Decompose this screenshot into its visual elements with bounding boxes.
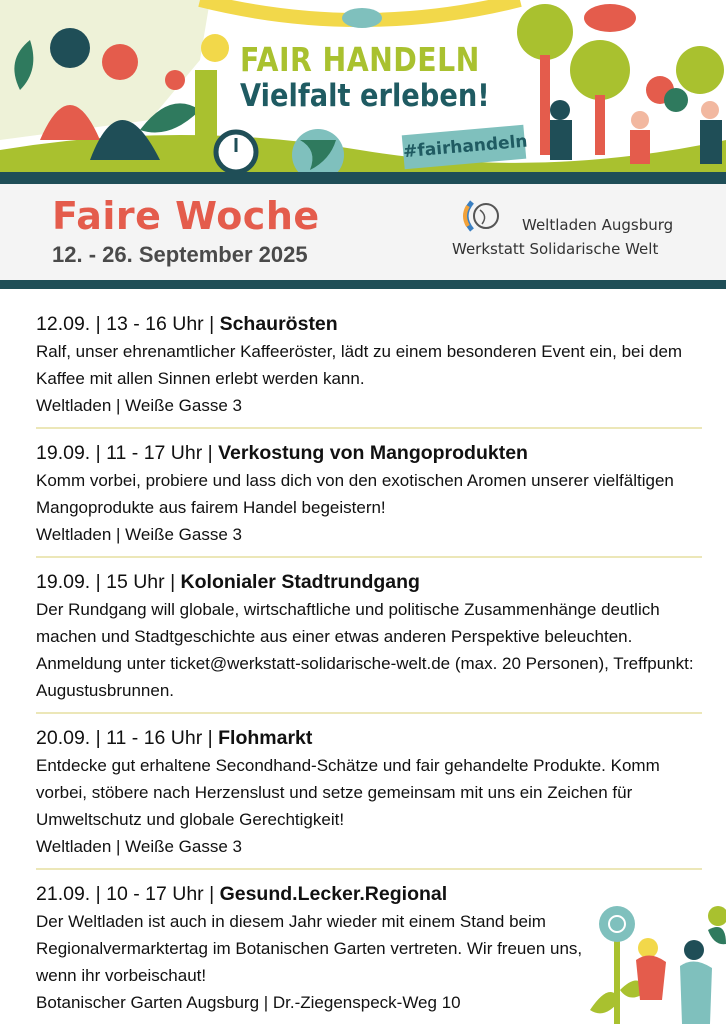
event-description: Der Rundgang will globale, wirtschaftliche und politische Zusammenhänge deutlich machen und Stadtgeschichte aus einer etwas anderen Perspektive beleuchten. Anmeldung unter ticket@werkstatt-solidarische-welt.de (max. 20 Personen), Treffpunkt: Augustusbrunnen.	[36, 600, 694, 700]
event-title: Gesund.Lecker.Regional	[219, 883, 448, 905]
event-date-time: 19.09. | 11 - 17 Uhr |	[36, 442, 219, 464]
event-description: Der Weltladen ist auch in diesem Jahr wieder mit einem Stand beim Regionalvermarktertag im Botanischen Garten vertreten. Wir freuen uns, wenn ihr vorbeischaut!	[36, 912, 583, 985]
event-description: Entdecke gut erhaltene Secondhand-Schätze und fair gehandelte Produkte. Komm vorbei, stöbere nach Herzenslust und setze gemeinsam mit uns ein Zeichen für Umweltschutz und globale Gerechtigkeit!	[36, 756, 660, 829]
weltladen-logo-icon	[458, 196, 506, 236]
banner-title-line1: FAIR HANDELN	[240, 40, 480, 79]
event-heading	[36, 310, 702, 338]
page-title: Faire Woche	[52, 194, 320, 238]
event-location: Weltladen | Weiße Gasse 3	[36, 396, 242, 415]
event-heading	[36, 439, 702, 467]
flower-people-illustration	[590, 900, 726, 1024]
event-location: Botanischer Garten Augsburg | Dr.-Ziegenspeck-Weg 10	[36, 993, 461, 1012]
event-heading	[36, 724, 702, 752]
event-title: Flohmarkt	[218, 727, 313, 749]
hashtag-badge: #fairhandeln	[402, 125, 526, 170]
event-date-time: 20.09. | 11 - 16 Uhr |	[36, 727, 219, 749]
org-name-line1: Weltladen Augsburg	[522, 216, 674, 234]
divider-band-top	[0, 172, 726, 184]
event-item	[36, 568, 702, 714]
banner-title-line2: Vielfalt erleben!	[240, 78, 490, 114]
event-location: Weltladen | Weiße Gasse 3	[36, 525, 242, 544]
event-location: Weltladen | Weiße Gasse 3	[36, 837, 242, 856]
event-title: Verkostung von Mangoprodukten	[218, 442, 528, 464]
event-title: Kolonialer Stadtrundgang	[180, 571, 420, 593]
org-name-line2: Werkstatt Solidarische Welt	[452, 240, 659, 258]
event-title: Schaurösten	[219, 313, 338, 335]
event-item	[36, 724, 702, 870]
event-description: Ralf, unser ehrenamtlicher Kaffeeröster, lädt zu einem besonderen Event ein, bei dem Kaffee mit allen Sinnen erlebt werden kann.	[36, 342, 683, 388]
event-item	[36, 439, 702, 558]
banner-title	[240, 42, 490, 114]
banner-illustration	[0, 0, 726, 176]
event-date-time: 12.09. | 13 - 16 Uhr |	[36, 313, 220, 335]
event-description: Komm vorbei, probiere und lass dich von den exotischen Aromen unserer vielfältigen Mangoprodukte aus fairem Handel begeistern!	[36, 471, 674, 517]
divider-band-bottom	[0, 280, 726, 289]
event-item	[36, 310, 702, 429]
header	[0, 184, 726, 280]
date-range: 12. - 26. September 2025	[52, 242, 308, 267]
event-date-time: 19.09. | 15 Uhr |	[36, 571, 181, 593]
event-heading	[36, 568, 702, 596]
event-date-time: 21.09. | 10 - 17 Uhr |	[36, 883, 220, 905]
